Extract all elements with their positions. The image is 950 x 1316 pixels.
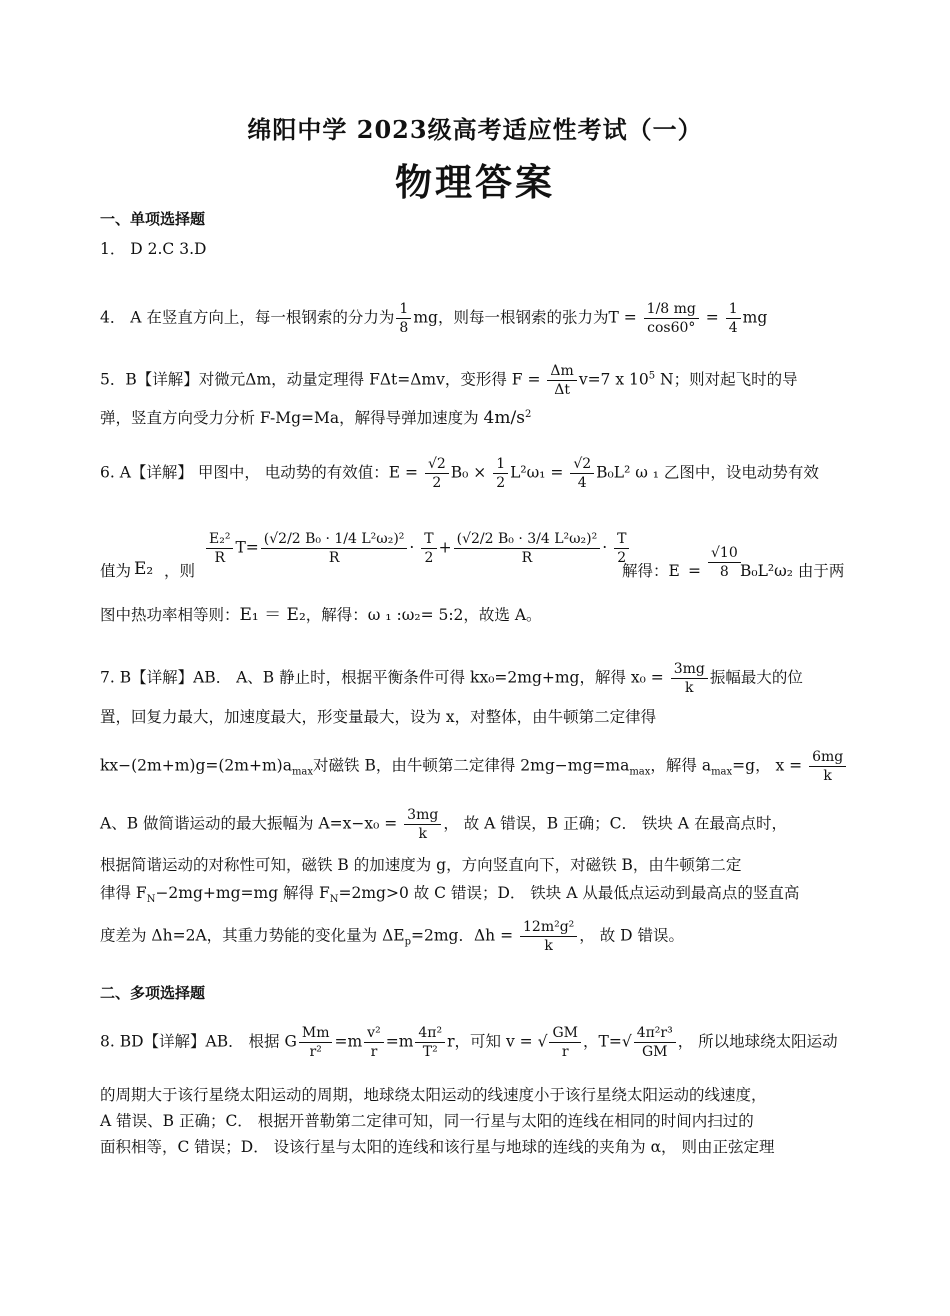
q6-line-1: 6. A【详解】 甲图中， 电动势的有效值：E = $\frac{√2}{2}$ B₀ × $\frac{1}{2}$ L²ω₁ = $\frac{√2}{4}$ B₀L² ω ₁ 乙图中，设电动势有效 (100, 456, 819, 491)
fraction-one-quarter: $\frac{1}{4}$ (726, 300, 741, 337)
fraction-one-eighth: $\frac{1}{8}$ (396, 300, 411, 337)
fraction-dm-dt: $\frac{\Delta m}{\Delta t}$ (547, 362, 576, 399)
section-multiple-choice: 二、多项选择题 (100, 984, 206, 1002)
q7-line-6: 律得 $F_N-2mg+mg=mg$ 解得 $F_N=2mg>0$ 故 C 错误；D． 铁块 A 从最低点运动到最高点的竖直高 (100, 884, 800, 906)
q7-line-4: A、B 做简谐运动的最大振幅为 A=x−x₀ = $\frac{3mg}{k}$ ， 故 A 错误，B 正确；C． 铁块 A 在最高点时， (100, 807, 787, 842)
section-single-choice: 一、单项选择题 (100, 210, 206, 228)
q8-line-3: A 错误、B 正确；C． 根据开普勒第二定律可知，同一行星与太阳的连线在相同的时间内扫过的 (100, 1112, 754, 1130)
answer-title: 物理答案 (395, 160, 555, 204)
q8-line-4: 面积相等，C 错误；D． 设该行星与太阳的连线和该行星与地球的连线的夹角为 α， 则由正弦定理 (100, 1138, 775, 1156)
q6-line-3: 图中热功率相等则：E₁ ＝ E₂，解得：ω ₁ :ω₂= 5:2，故选 A。 (100, 605, 542, 625)
q7-line-3: $kx-(2m+m)g=(2m+m)a_{max}$对磁铁 B，由牛顿第二定律得 $2mg-mg=ma_{max}$，解得 $a_{max}=g$， x = $\frac{6mg}{k}$ (100, 748, 870, 792)
q4-line: 4． A 在竖直方向上，每一根钢索的分力为 $\frac{1}{8}$ mg，则每一根钢索的张力为T = $\frac{1/8 mg}{\cos 60^\circ}$ = $\frac{1}{4}$ mg (100, 301, 768, 336)
fraction-tension: $\frac{1/8 mg}{\cos 60^\circ}$ (644, 300, 699, 337)
q5-line-1: 5．B【详解】对微元Δm，动量定理得 FΔt=Δmv，变形得 F = $\frac{\Delta m}{\Delta t}$ v=7 x $10^5$ N；则对起飞时的导 (100, 363, 798, 398)
q8-line-2: 的周期大于该行星绕太阳运动的周期，地球绕太阳运动的线速度小于该行星绕太阳运动的线速度， (100, 1086, 767, 1104)
heat-equation: $\frac{\text{E₂²}}{R}$ T= $\frac{\text{(√2/2 B₀ · 1/4 L²ω₂)²}}{R}$ · $\frac{T}{2}$ + $\frac{\text{(√2/2 B₀ · 3/4 L²ω₂)²}}{R}$ · $\frac{T}{2}$ (204, 530, 631, 567)
q7-line-5: 根据简谐运动的对称性可知，磁铁 B 的加速度为 g，方向竖直向下，对磁铁 B，由牛顿第二定 (100, 856, 742, 874)
q6-line-2: 值为 E₂ ，则 $\frac{\text{E₂²}}{R}$ T= $\frac{\text{(√2/2 B₀ · 1/4 L²ω₂)²}}{R}$ · $\frac{T}{2}$ + $\frac{\text{(√2/2 B₀ · 3/4 L²ω₂)²}}{R}$ · $\frac{T}{2}$ 解得：E = √10 8 B₀L²ω₂ 由于两 (100, 531, 845, 580)
exam-title: 绵阳中学 2023级高考适应性考试（一） (247, 115, 703, 144)
q7-line-2: 置，回复力最大，加速度最大，形变量最大，设为 x，对整体，由牛顿第二定律得 (100, 708, 657, 726)
q7-line-7: 度差为 Δh=2A，其重力势能的变化量为 $\Delta E_p=2mg$．Δh = $\frac{\text{12m²g²}}{k}$ ， 故 D 错误。 (100, 919, 684, 954)
q1-3-answers: 1． D 2.C 3.D (100, 240, 207, 258)
q5-line-2: 弹，竖直方向受力分析 F-Mg=Ma，解得导弹加速度为 $4m/s^2$ (100, 408, 532, 429)
q7-line-1: 7. B【详解】AB． A、B 静止时，根据平衡条件可得 kx₀=2mg+mg，解得 x₀ = $\frac{3mg}{k}$ 振幅最大的位 (100, 661, 803, 696)
q8-line-1: 8. BD【详解】AB． 根据 G $\frac{Mm}{\text{r²}}$ =m $\frac{\text{v²}}{r}$ =m $\frac{\text{4π²}}{\text{T²}}$ r，可知 v = √ $\frac{GM}{r}$ ，T=√ $\frac{\text{4π²r³}}{GM}$ ， 所以地球绕太阳运动 (100, 1025, 838, 1060)
